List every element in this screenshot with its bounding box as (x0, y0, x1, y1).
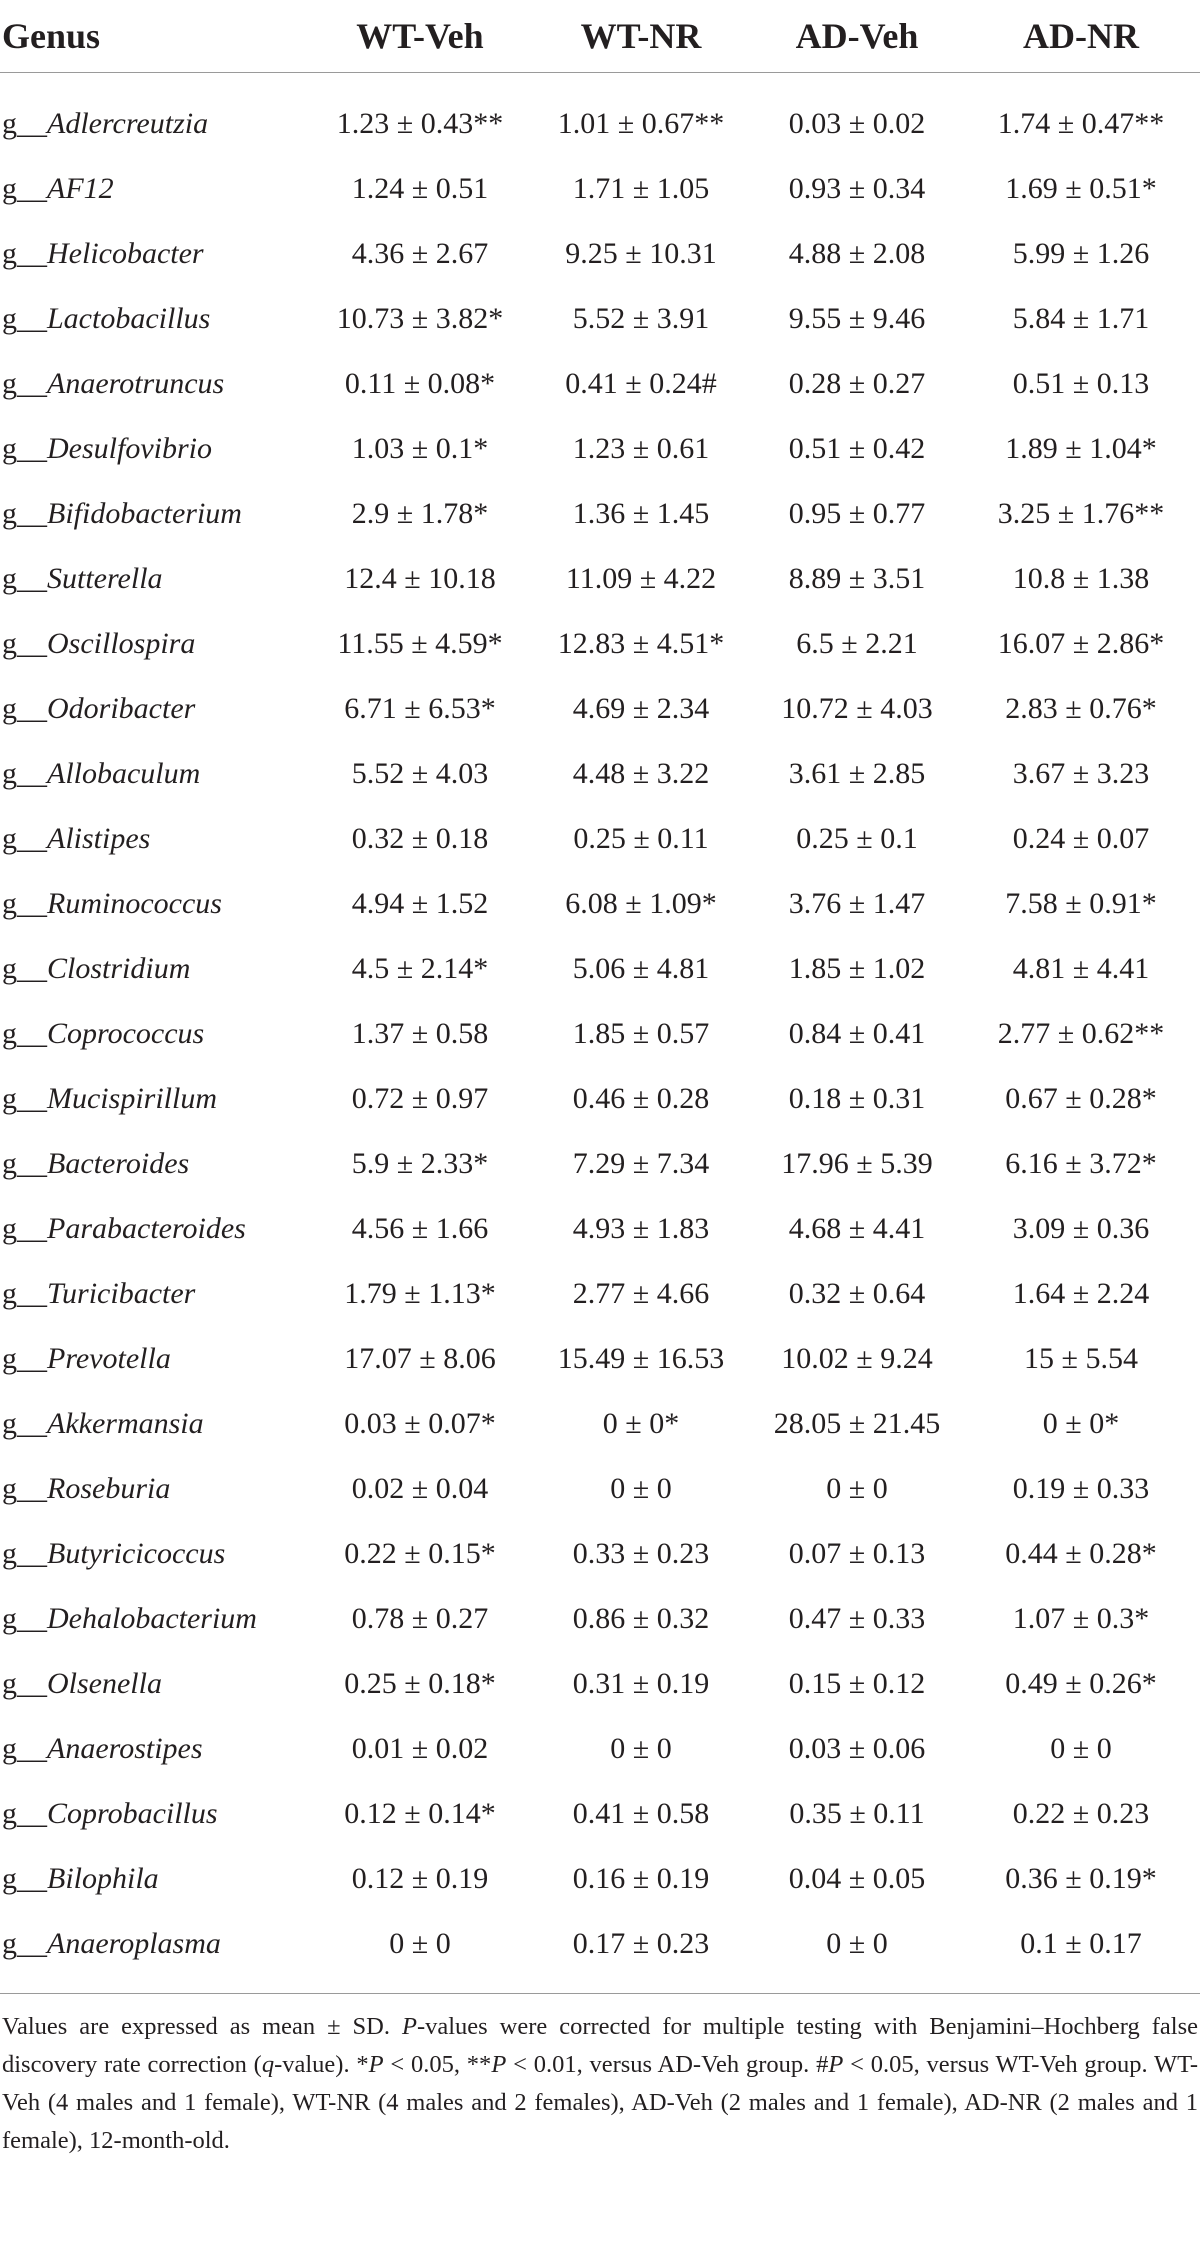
genus-name: Anaeroplasma (47, 1927, 221, 1960)
value-cell-ad-veh: 1.85 ± 1.02 (788, 952, 926, 985)
table-row (0, 742, 1200, 807)
genus-cell (0, 1132, 310, 1197)
genus-name: Bifidobacterium (47, 497, 242, 530)
table-row (0, 677, 1200, 742)
value-cell-wt-nr: 0.41 ± 0.24# (565, 367, 717, 400)
value-cell-ad-veh: 0.84 ± 0.41 (788, 1017, 926, 1050)
table-row (0, 1912, 1200, 1977)
table-row (0, 547, 1200, 612)
genus-prefix: g__ (2, 1927, 47, 1960)
genus-cell (0, 417, 310, 482)
table-row (0, 1782, 1200, 1847)
value-cell-wt-veh: 0.03 ± 0.07* (344, 1407, 496, 1440)
value-cell-wt-nr: 4.93 ± 1.83 (572, 1212, 710, 1245)
value-cell-wt-veh: 1.23 ± 0.43** (336, 107, 504, 140)
genus-cell (0, 1197, 310, 1262)
value-cell-ad-nr: 2.83 ± 0.76* (1005, 692, 1157, 725)
genus-cell (0, 612, 310, 677)
genus-cell (0, 482, 310, 547)
table-row (0, 1522, 1200, 1587)
genus-name: Prevotella (47, 1342, 171, 1375)
value-cell-ad-nr: 15 ± 5.54 (1024, 1342, 1138, 1375)
value-cell-ad-veh: 4.88 ± 2.08 (788, 237, 926, 270)
value-cell-ad-nr: 16.07 ± 2.86* (997, 627, 1165, 660)
genus-prefix: g__ (2, 497, 47, 530)
value-cell-wt-nr: 4.69 ± 2.34 (572, 692, 710, 725)
genus-cell (0, 1457, 310, 1522)
value-cell-ad-veh: 0.32 ± 0.64 (788, 1277, 926, 1310)
genus-cell (0, 1067, 310, 1132)
value-cell-wt-nr: 1.01 ± 0.67** (557, 107, 725, 140)
genus-prefix: g__ (2, 237, 47, 270)
genus-prefix: g__ (2, 1147, 47, 1180)
value-cell-ad-veh: 8.89 ± 3.51 (788, 562, 926, 595)
genus-prefix: g__ (2, 1082, 47, 1115)
genus-prefix: g__ (2, 1732, 47, 1765)
value-cell-wt-veh: 1.24 ± 0.51 (351, 172, 489, 205)
value-cell-ad-nr: 0.22 ± 0.23 (1012, 1797, 1150, 1830)
table-row (0, 482, 1200, 547)
genus-cell (0, 742, 310, 807)
genus-prefix: g__ (2, 367, 47, 400)
value-cell-ad-nr: 0.19 ± 0.33 (1012, 1472, 1150, 1505)
value-cell-ad-nr: 1.64 ± 2.24 (1012, 1277, 1150, 1310)
value-cell-wt-nr: 11.09 ± 4.22 (565, 562, 717, 595)
genus-name: Coprobacillus (47, 1797, 218, 1830)
genus-cell (0, 352, 310, 417)
genus-prefix: g__ (2, 692, 47, 725)
genus-prefix: g__ (2, 1862, 47, 1895)
value-cell-wt-veh: 0.22 ± 0.15* (344, 1537, 496, 1570)
value-cell-ad-nr: 0.24 ± 0.07 (1012, 822, 1150, 855)
footnote-part-6: < 0.05, versus WT-Veh group. WT-Veh (4 males and 1 female), WT-NR (4 males and 2 females), AD-Veh (2 males and 1 female), AD-NR (2 males and 1 female), 12-month-old. (2, 2051, 1199, 2154)
footnote-p-italic-1: P (401, 2013, 417, 2040)
genus-cell (0, 222, 310, 287)
footnote-part-4: < 0.05, ** (383, 2051, 492, 2078)
table-row (0, 872, 1200, 937)
value-cell-wt-nr: 2.77 ± 4.66 (572, 1277, 710, 1310)
value-cell-wt-nr: 0.46 ± 0.28 (572, 1082, 710, 1115)
genus-name: Roseburia (47, 1472, 171, 1505)
value-cell-ad-veh: 0 ± 0 (826, 1472, 888, 1505)
value-cell-ad-veh: 0.51 ± 0.42 (788, 432, 926, 465)
genus-cell (0, 287, 310, 352)
value-cell-ad-nr: 0.44 ± 0.28* (1005, 1537, 1157, 1570)
value-cell-ad-veh: 10.02 ± 9.24 (781, 1342, 933, 1375)
value-cell-wt-veh: 6.71 ± 6.53* (344, 692, 496, 725)
genus-name: Turicibacter (47, 1277, 196, 1310)
genus-cell (0, 157, 310, 222)
footnote-p-italic-2: P (368, 2051, 384, 2078)
value-cell-ad-nr: 0.49 ± 0.26* (1005, 1667, 1157, 1700)
table-row (0, 1392, 1200, 1457)
genus-cell (0, 872, 310, 937)
genus-name: Anaerostipes (47, 1732, 203, 1765)
value-cell-ad-veh: 9.55 ± 9.46 (788, 302, 926, 335)
genus-name: AF12 (47, 172, 114, 205)
table-row (0, 222, 1200, 287)
table-bottom-rule (0, 1993, 1200, 1994)
table-row (0, 352, 1200, 417)
value-cell-ad-veh: 0.28 ± 0.27 (788, 367, 926, 400)
footnote-part-5: < 0.01, versus AD-Veh group. # (506, 2051, 829, 2078)
genus-name: Akkermansia (47, 1407, 204, 1440)
table-row (0, 1457, 1200, 1522)
genus-name: Allobaculum (47, 757, 201, 790)
genus-cell (0, 1587, 310, 1652)
footnote-part-1: Values are expressed as mean ± SD. (2, 2013, 402, 2040)
value-cell-wt-veh: 0.25 ± 0.18* (344, 1667, 496, 1700)
genus-name: Oscillospira (47, 627, 196, 660)
value-cell-ad-nr: 0.67 ± 0.28* (1005, 1082, 1157, 1115)
value-cell-wt-veh: 17.07 ± 8.06 (344, 1342, 496, 1375)
genus-prefix: g__ (2, 1472, 47, 1505)
value-cell-ad-veh: 10.72 ± 4.03 (781, 692, 933, 725)
genus-name: Odoribacter (47, 692, 196, 725)
footnote-p-italic-4: P (828, 2051, 844, 2078)
value-cell-wt-veh: 12.4 ± 10.18 (344, 562, 496, 595)
genus-cell (0, 1652, 310, 1717)
value-cell-wt-veh: 5.52 ± 4.03 (351, 757, 489, 790)
value-cell-ad-veh: 0.03 ± 0.06 (788, 1732, 926, 1765)
genus-cell (0, 677, 310, 742)
value-cell-wt-veh: 4.5 ± 2.14* (351, 952, 489, 985)
value-cell-ad-nr: 3.67 ± 3.23 (1012, 757, 1150, 790)
value-cell-ad-nr: 1.74 ± 0.47** (997, 107, 1165, 140)
value-cell-wt-veh: 4.56 ± 1.66 (351, 1212, 489, 1245)
genus-cell (0, 547, 310, 612)
value-cell-ad-veh: 4.68 ± 4.41 (788, 1212, 926, 1245)
value-cell-wt-veh: 0.01 ± 0.02 (351, 1732, 489, 1765)
value-cell-wt-nr: 7.29 ± 7.34 (572, 1147, 710, 1180)
table-row (0, 157, 1200, 222)
spacer-row (0, 72, 1200, 92)
genus-name: Bilophila (47, 1862, 159, 1895)
footnote-p-italic-3: P (491, 2051, 507, 2078)
table-row (0, 807, 1200, 872)
value-cell-ad-nr: 6.16 ± 3.72* (1005, 1147, 1157, 1180)
genus-cell (0, 1717, 310, 1782)
value-cell-wt-nr: 6.08 ± 1.09* (565, 887, 717, 920)
genus-prefix: g__ (2, 432, 47, 465)
value-cell-wt-nr: 1.71 ± 1.05 (572, 172, 710, 205)
header-wt-veh: WT-Veh (356, 15, 484, 56)
value-cell-wt-nr: 5.06 ± 4.81 (572, 952, 710, 985)
header-row (0, 0, 1200, 72)
value-cell-ad-veh: 0.18 ± 0.31 (788, 1082, 926, 1115)
genus-prefix: g__ (2, 1342, 47, 1375)
genus-cell (0, 1847, 310, 1912)
table-row (0, 1067, 1200, 1132)
genus-name: Anaerotruncus (47, 367, 225, 400)
genus-cell (0, 1392, 310, 1457)
table-footnote (2, 2008, 1198, 2160)
value-cell-ad-veh: 17.96 ± 5.39 (781, 1147, 933, 1180)
genus-prefix: g__ (2, 302, 47, 335)
header-genus: Genus (2, 15, 101, 56)
genus-name: Parabacteroides (47, 1212, 246, 1245)
value-cell-ad-nr: 3.25 ± 1.76** (997, 497, 1165, 530)
table-body (0, 72, 1200, 1977)
value-cell-wt-nr: 0.86 ± 0.32 (572, 1602, 710, 1635)
value-cell-wt-nr: 5.52 ± 3.91 (572, 302, 710, 335)
genus-cell (0, 1262, 310, 1327)
table-row (0, 1002, 1200, 1067)
value-cell-ad-veh: 0.25 ± 0.1 (796, 822, 918, 855)
genus-name: Coprococcus (47, 1017, 205, 1050)
genus-name: Helicobacter (47, 237, 204, 270)
value-cell-ad-nr: 0 ± 0* (1042, 1407, 1120, 1440)
genus-cell (0, 937, 310, 1002)
genus-prefix: g__ (2, 887, 47, 920)
value-cell-ad-nr: 0.1 ± 0.17 (1020, 1927, 1142, 1960)
value-cell-wt-veh: 4.94 ± 1.52 (351, 887, 489, 920)
value-cell-wt-veh: 10.73 ± 3.82* (336, 302, 504, 335)
value-cell-wt-nr: 9.25 ± 10.31 (565, 237, 717, 270)
value-cell-wt-nr: 0.31 ± 0.19 (572, 1667, 710, 1700)
table-row (0, 1717, 1200, 1782)
value-cell-wt-veh: 2.9 ± 1.78* (351, 497, 489, 530)
value-cell-wt-veh: 1.79 ± 1.13* (344, 1277, 496, 1310)
value-cell-ad-veh: 0.03 ± 0.02 (788, 107, 926, 140)
value-cell-ad-nr: 0 ± 0 (1050, 1732, 1112, 1765)
value-cell-wt-veh: 4.36 ± 2.67 (351, 237, 489, 270)
value-cell-ad-veh: 3.76 ± 1.47 (788, 887, 926, 920)
value-cell-ad-nr: 2.77 ± 0.62** (997, 1017, 1165, 1050)
value-cell-ad-nr: 3.09 ± 0.36 (1012, 1212, 1150, 1245)
table-row (0, 1262, 1200, 1327)
genus-name: Butyricicoccus (47, 1537, 226, 1570)
value-cell-wt-nr: 4.48 ± 3.22 (572, 757, 710, 790)
genus-name: Olsenella (47, 1667, 162, 1700)
genus-prefix: g__ (2, 562, 47, 595)
value-cell-wt-nr: 1.36 ± 1.45 (572, 497, 710, 530)
footnote-part-3: -value). * (274, 2051, 369, 2078)
genus-name: Adlercreutzia (47, 107, 209, 140)
value-cell-ad-veh: 0 ± 0 (826, 1927, 888, 1960)
value-cell-ad-nr: 5.99 ± 1.26 (1012, 237, 1150, 270)
genus-name: Bacteroides (47, 1147, 190, 1180)
genus-cell (0, 807, 310, 872)
value-cell-ad-veh: 0.04 ± 0.05 (788, 1862, 926, 1895)
genus-name: Lactobacillus (47, 302, 211, 335)
genus-name: Sutterella (47, 562, 163, 595)
table-row (0, 937, 1200, 1002)
genus-prefix: g__ (2, 1667, 47, 1700)
value-cell-ad-nr: 10.8 ± 1.38 (1012, 562, 1150, 595)
genus-prefix: g__ (2, 627, 47, 660)
value-cell-wt-nr: 0.25 ± 0.11 (573, 822, 709, 855)
genus-prefix: g__ (2, 172, 47, 205)
value-cell-wt-veh: 0.78 ± 0.27 (351, 1602, 489, 1635)
value-cell-ad-nr: 1.07 ± 0.3* (1012, 1602, 1150, 1635)
value-cell-ad-veh: 28.05 ± 21.45 (773, 1407, 941, 1440)
genus-name: Ruminococcus (47, 887, 222, 920)
value-cell-wt-nr: 0.16 ± 0.19 (572, 1862, 710, 1895)
value-cell-ad-veh: 0.07 ± 0.13 (788, 1537, 926, 1570)
value-cell-wt-veh: 0.32 ± 0.18 (351, 822, 489, 855)
table-row (0, 92, 1200, 157)
value-cell-ad-nr: 0.51 ± 0.13 (1012, 367, 1150, 400)
genus-cell (0, 92, 310, 157)
genus-cell (0, 1002, 310, 1067)
genus-cell (0, 1522, 310, 1587)
value-cell-wt-nr: 12.83 ± 4.51* (557, 627, 725, 660)
value-cell-ad-nr: 1.89 ± 1.04* (1005, 432, 1157, 465)
value-cell-wt-nr: 0.17 ± 0.23 (572, 1927, 710, 1960)
value-cell-ad-veh: 0.93 ± 0.34 (788, 172, 926, 205)
value-cell-ad-veh: 0.35 ± 0.11 (789, 1797, 925, 1830)
genus-name: Clostridium (47, 952, 191, 985)
value-cell-ad-nr: 5.84 ± 1.71 (1012, 302, 1150, 335)
value-cell-ad-nr: 0.36 ± 0.19* (1005, 1862, 1157, 1895)
genus-prefix: g__ (2, 107, 47, 140)
header-ad-veh: AD-Veh (795, 15, 919, 56)
table-row (0, 1197, 1200, 1262)
genus-name: Alistipes (47, 822, 151, 855)
genus-prefix: g__ (2, 822, 47, 855)
table-row (0, 417, 1200, 482)
value-cell-wt-veh: 0.11 ± 0.08* (344, 367, 496, 400)
genus-cell (0, 1327, 310, 1392)
value-cell-ad-veh: 0.47 ± 0.33 (788, 1602, 926, 1635)
value-cell-wt-veh: 0.02 ± 0.04 (351, 1472, 489, 1505)
value-cell-wt-nr: 0 ± 0 (610, 1732, 672, 1765)
genus-name: Mucispirillum (47, 1082, 217, 1115)
genus-name: Dehalobacterium (47, 1602, 257, 1635)
value-cell-wt-veh: 5.9 ± 2.33* (351, 1147, 489, 1180)
header-ad-nr: AD-NR (1023, 15, 1139, 56)
value-cell-wt-nr: 0 ± 0* (602, 1407, 680, 1440)
value-cell-ad-nr: 4.81 ± 4.41 (1012, 952, 1150, 985)
value-cell-wt-nr: 0.41 ± 0.58 (572, 1797, 710, 1830)
genus-prefix: g__ (2, 1602, 47, 1635)
value-cell-ad-nr: 7.58 ± 0.91* (1005, 887, 1157, 920)
value-cell-wt-veh: 0 ± 0 (389, 1927, 451, 1960)
table-row (0, 1652, 1200, 1717)
value-cell-wt-veh: 11.55 ± 4.59* (337, 627, 503, 660)
genus-prefix: g__ (2, 1797, 47, 1830)
value-cell-ad-veh: 0.15 ± 0.12 (788, 1667, 926, 1700)
table-row (0, 1327, 1200, 1392)
value-cell-ad-veh: 6.5 ± 2.21 (796, 627, 918, 660)
footnote-part-2: -values were corrected for multiple testing with Benjamini–Hochberg false discovery rate correction ( (2, 2013, 1198, 2078)
genus-prefix: g__ (2, 1017, 47, 1050)
value-cell-wt-nr: 0 ± 0 (610, 1472, 672, 1505)
genus-prefix: g__ (2, 1537, 47, 1570)
value-cell-wt-nr: 15.49 ± 16.53 (557, 1342, 725, 1375)
table-row (0, 612, 1200, 677)
value-cell-wt-veh: 0.72 ± 0.97 (351, 1082, 489, 1115)
table-row (0, 287, 1200, 352)
genus-cell (0, 1912, 310, 1977)
table-row (0, 1847, 1200, 1912)
value-cell-wt-veh: 0.12 ± 0.14* (344, 1797, 496, 1830)
table-row (0, 1587, 1200, 1652)
footnote-q-italic: q (261, 2051, 275, 2078)
genus-prefix: g__ (2, 757, 47, 790)
value-cell-wt-veh: 1.03 ± 0.1* (351, 432, 489, 465)
genus-prefix: g__ (2, 1212, 47, 1245)
value-cell-ad-nr: 1.69 ± 0.51* (1005, 172, 1157, 205)
value-cell-wt-nr: 1.85 ± 0.57 (572, 1017, 710, 1050)
table-row (0, 1132, 1200, 1197)
genus-prefix: g__ (2, 1277, 47, 1310)
genus-name: Desulfovibrio (47, 432, 212, 465)
value-cell-wt-veh: 1.37 ± 0.58 (351, 1017, 489, 1050)
genus-prefix: g__ (2, 952, 47, 985)
value-cell-wt-veh: 0.12 ± 0.19 (351, 1862, 489, 1895)
value-cell-ad-veh: 3.61 ± 2.85 (788, 757, 926, 790)
value-cell-wt-nr: 0.33 ± 0.23 (572, 1537, 710, 1570)
genus-cell (0, 1782, 310, 1847)
value-cell-wt-nr: 1.23 ± 0.61 (572, 432, 710, 465)
value-cell-ad-veh: 0.95 ± 0.77 (788, 497, 926, 530)
header-wt-nr: WT-NR (580, 15, 702, 56)
genus-prefix: g__ (2, 1407, 47, 1440)
